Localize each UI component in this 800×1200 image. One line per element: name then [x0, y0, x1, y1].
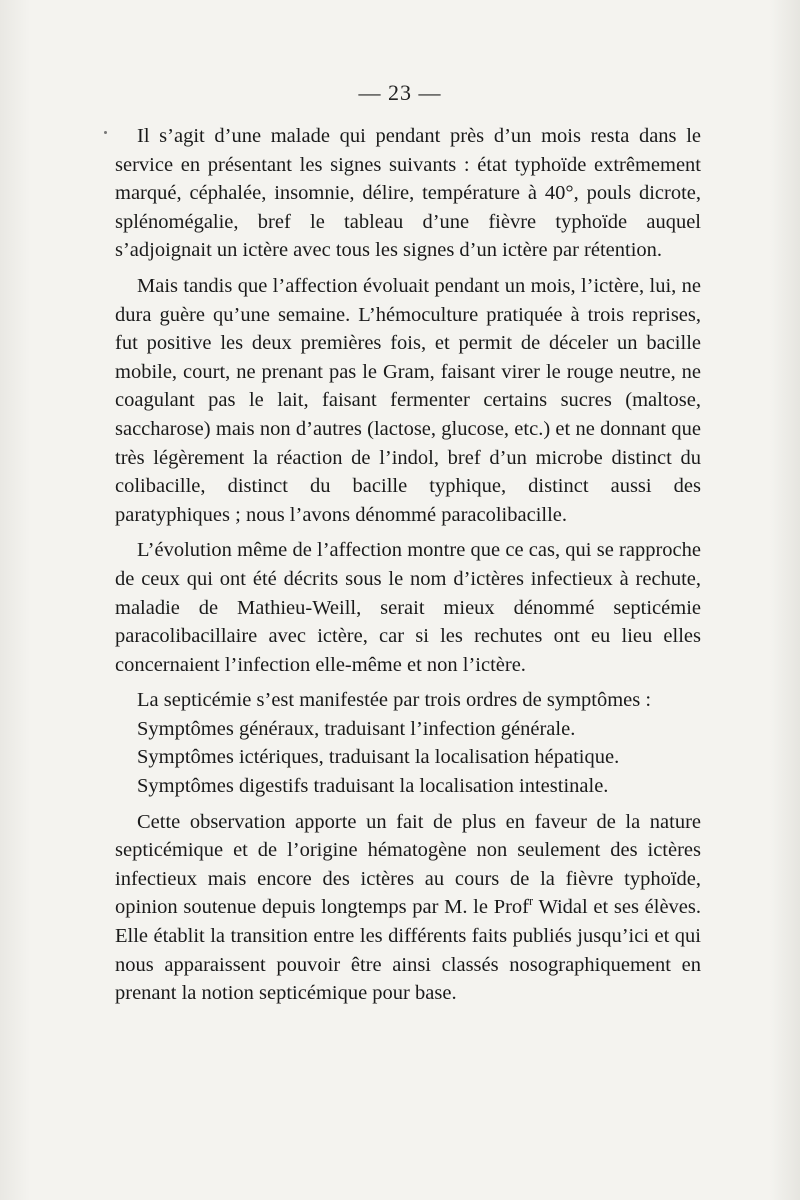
paragraph-evolution: L’évolution même de l’affection montre que ce cas, qui se rapproche de ceux qui ont été décrits sous le nom d’ictères infectieux à rechute, maladie de Mathieu-Weill, serait mieux dénommé septicémie paracolibacillaire avec ictère, car si les rechutes ont eu lieu elles concernaient l’infection elle-même et non l’ictère. — [115, 539, 701, 676]
prof-superscript: r — [529, 894, 534, 909]
print-speck — [104, 131, 107, 134]
page-number: — 23 — — [358, 80, 442, 105]
symptom-list — [115, 715, 701, 801]
symptom-item-icteric: Symptômes ictériques, traduisant la localisation hépatique. — [137, 746, 620, 769]
conclusion-text-part-2: Widal et ses élèves. Elle établit la transition entre les différents faits publiés jusqu’ici et qui nous apparaissent pouvoir être ainsi classés nosographiquement en prenant la notion septicémique pour base. — [115, 896, 702, 1005]
paragraph-case-description: Il s’agit d’une malade qui pendant près d’un mois resta dans le service en présentant les signes suivants : état typhoïde extrêmement marqué, céphalée, insomnie, délire, température à 40°, pouls dicrote, splénomégalie, bref le tableau d’une fièvre typhoïde auquel s’adjoignait un ictère avec tous les signes d’un ictère par rétention. — [115, 125, 701, 262]
body-text — [115, 122, 701, 1015]
prof-abbreviation: Prof — [493, 896, 529, 919]
symptom-item-digestive: Symptômes digestifs traduisant la localisation intestinale. — [137, 775, 609, 798]
paragraph-conclusion — [115, 808, 701, 1008]
symptom-item-general: Symptômes généraux, traduisant l’infection générale. — [137, 717, 576, 740]
paragraph-hemoculture: Mais tandis que l’affection évoluait pendant un mois, l’ictère, lui, ne dura guère qu’une semaine. L’hémoculture pratiquée à trois reprises, fut positive les deux premières fois, et permit de déceler un bacille mobile, court, ne prenant pas le Gram, faisant virer le rouge neutre, ne coagulant pas le lait, faisant fermenter certains sucres (maltose, saccharose) mais non d’autres (lactose, glucose, etc.) et ne donnant que très légèrement la réaction de l’indol, bref d’un microbe distinct du colibacille, distinct du bacille typhique, distinct aussi des paratyphiques ; nous l’avons dénommé paracolibacille. — [115, 274, 701, 526]
paragraph-symptoms-intro: La septicémie s’est manifestée par trois ordres de symptômes : — [137, 689, 652, 712]
conclusion-text-part-1: Cette observation apporte un fait de plus en faveur de la nature septicémique et de l’origine hématogène non seulement des ictères infectieux mais encore des ictères au cours de la fièvre typhoïde, opinion soutenue depuis longtemps par M. le — [115, 810, 701, 919]
